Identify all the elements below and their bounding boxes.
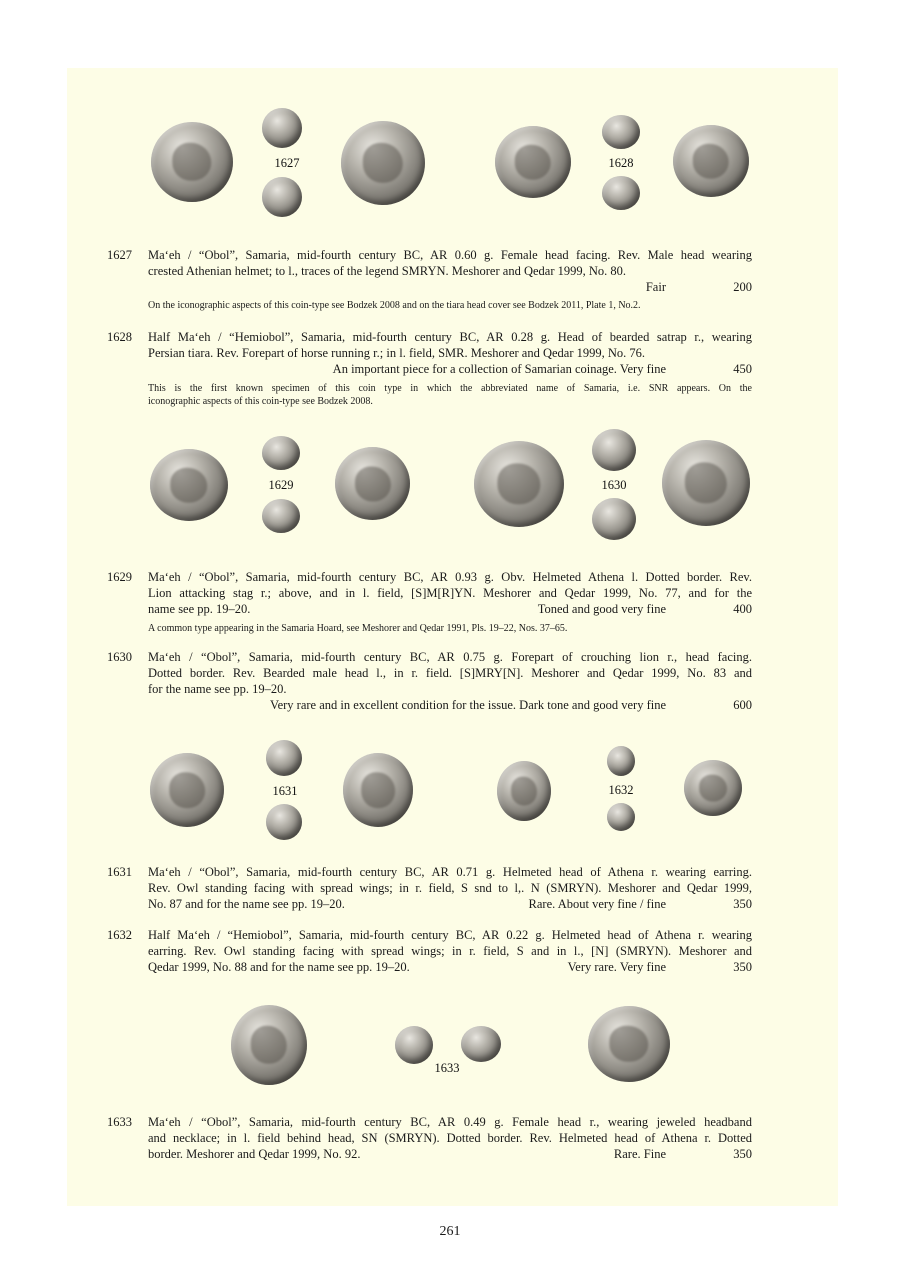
coin-1631-obverse-actual-size <box>266 740 302 776</box>
lot-estimate: 200 <box>733 280 752 294</box>
coin-1631-reverse-actual-size <box>266 804 302 840</box>
lot-description-line: for the name see pp. 19–20. <box>148 682 287 696</box>
coin-1627-obverse-actual-size <box>262 108 302 148</box>
coin-1627-obverse <box>151 122 233 202</box>
lot-grade: Very rare and in excellent condition for the issue. Dark tone and good very fine <box>269 698 666 712</box>
plate-label-1628: 1628 <box>608 156 634 170</box>
lot-description-line: crested Athenian helmet; to l., traces of the legend SMRYN. Meshorer and Qedar 1999, No. 80. <box>148 264 627 278</box>
lot-1630 <box>107 649 752 713</box>
lot-grade: Rare. About very fine / fine <box>528 897 666 911</box>
coin-1630-obverse-actual-size <box>592 429 636 471</box>
lot-grade: An important piece for a collection of Samarian coinage. Very fine <box>332 362 666 376</box>
lot-description-line: Ma‘eh / “Obol”, Samaria, mid-fourth century BC, AR 0.75 g. Forepart of crouching lion r., head facing. <box>148 650 752 664</box>
lot-description-line: Persian tiara. Rev. Forepart of horse running r.; in l. field, SMR. Meshorer and Qedar 1999, No. 76. <box>148 346 646 360</box>
coin-1633-reverse <box>588 1006 670 1082</box>
page-number: 261 <box>439 1224 461 1239</box>
lot-description-line: earring. Rev. Owl standing facing with spread wings; in r. field, S and in l., [N] (SMRYN). Meshorer and <box>148 944 752 958</box>
coin-1628-obverse-actual-size <box>602 115 640 149</box>
plate-label-1633: 1633 <box>434 1061 460 1075</box>
coin-1629-reverse <box>335 447 410 520</box>
lot-grade: Very rare. Very fine <box>567 960 666 974</box>
coin-1628-reverse-actual-size <box>602 176 640 210</box>
lot-estimate: 450 <box>733 362 752 376</box>
lot-description-line: No. 87 and for the name see pp. 19–20. <box>148 897 345 911</box>
lot-1631 <box>107 864 752 912</box>
lot-1629 <box>107 569 752 617</box>
lot-description-line: Half Ma‘eh / “Hemiobol”, Samaria, mid-fourth century BC, AR 0.22 g. Helmeted head of Athena r. wearing <box>148 928 752 942</box>
lot-description-line: Ma‘eh / “Obol”, Samaria, mid-fourth century BC, AR 0.93 g. Obv. Helmeted Athena l. Dotted border. Rev. <box>148 570 752 584</box>
lot-estimate: 600 <box>733 698 752 712</box>
lot-number: 1629 <box>107 570 132 584</box>
coin-1630-reverse-actual-size <box>592 498 636 540</box>
coin-1629-reverse-actual-size <box>262 499 300 533</box>
lot-description-line: Ma‘eh / “Obol”, Samaria, mid-fourth century BC, AR 0.49 g. Female head r., wearing jeweled headband <box>148 1115 752 1129</box>
lot-number: 1627 <box>107 248 132 262</box>
lot-estimate: 350 <box>733 1147 752 1161</box>
lot-1629-note: A common type appearing in the Samaria Hoard, see Meshorer and Qedar 1991, Pls. 19–22, Nos. 37–65. <box>148 623 568 634</box>
coin-1629-obverse-actual-size <box>262 436 300 470</box>
lot-description-line: and necklace; in l. field behind head, SN (SMRYN). Dotted border. Rev. Helmeted head of Athena r. Dotted <box>148 1131 752 1145</box>
plate-label-1632: 1632 <box>608 783 634 797</box>
lot-1632 <box>107 927 752 975</box>
coin-1631-obverse <box>150 753 224 827</box>
lot-1628-note: This is the first known specimen of this coin type in which the abbreviated name of Samaria, i.e. SNR appears. On the iconographic aspects of this coin-type see Bodzek 2008. <box>148 383 752 407</box>
plate-label-1630: 1630 <box>601 478 627 492</box>
coin-1629-obverse <box>150 449 228 521</box>
lot-description-line: Ma‘eh / “Obol”, Samaria, mid-fourth century BC, AR 0.71 g. Helmeted head of Athena r. wearing earring. <box>148 865 752 879</box>
coin-1630-obverse <box>474 441 564 527</box>
lot-description-line: name see pp. 19–20. <box>148 602 251 616</box>
plate-label-1629: 1629 <box>268 478 294 492</box>
coin-1632-reverse <box>684 760 742 816</box>
lot-description-line: Qedar 1999, No. 88 and for the name see pp. 19–20. <box>148 960 410 974</box>
lot-1627-note: On the iconographic aspects of this coin-type see Bodzek 2008 and on the tiara head cover see Bodzek 2011, Plate 1, No.2. <box>148 300 641 311</box>
coin-1633-reverse-actual-size <box>461 1026 501 1062</box>
coin-1627-reverse <box>341 121 425 205</box>
coin-1632-reverse-actual-size <box>607 803 635 831</box>
plate-label-1627: 1627 <box>274 156 300 170</box>
lot-estimate: 350 <box>733 897 752 911</box>
lot-number: 1632 <box>107 928 132 942</box>
lot-grade: Fair <box>645 280 666 294</box>
coin-1630-reverse <box>662 440 750 526</box>
lot-description-line: Lion attacking stag r.; above, and in l. field, [S]M[R]YN. Meshorer and Qedar 1999, No. 77, and for the <box>148 586 752 600</box>
lot-number: 1630 <box>107 650 132 664</box>
coin-1627-reverse-actual-size <box>262 177 302 217</box>
coin-1631-reverse <box>343 753 413 827</box>
lot-grade: Rare. Fine <box>613 1147 666 1161</box>
lot-description-line: border. Meshorer and Qedar 1999, No. 92. <box>148 1147 361 1161</box>
lot-estimate: 400 <box>733 602 752 616</box>
coin-1632-obverse <box>497 761 551 821</box>
lot-1633 <box>107 1114 752 1162</box>
catalogue-panel <box>67 68 838 1206</box>
lot-description-line: Half Ma‘eh / “Hemiobol”, Samaria, mid-fourth century BC, AR 0.28 g. Head of bearded satrap r., wearing <box>148 330 752 344</box>
plate-label-1631: 1631 <box>272 784 298 798</box>
lot-description-line: Rev. Owl standing facing with spread wings; in r. field, S snd to l,. N (SMRYN). Meshorer and Qedar 1999, <box>148 881 752 895</box>
lot-number: 1628 <box>107 330 132 344</box>
coin-1633-obverse-actual-size <box>395 1026 433 1064</box>
coin-1632-obverse-actual-size <box>607 746 635 776</box>
lot-1628 <box>107 329 752 377</box>
lot-grade: Toned and good very fine <box>537 602 666 616</box>
coin-1628-reverse <box>673 125 749 197</box>
lot-description-line: Ma‘eh / “Obol”, Samaria, mid-fourth century BC, AR 0.60 g. Female head facing. Rev. Male head wearing <box>148 248 752 262</box>
lot-estimate: 350 <box>733 960 752 974</box>
lot-number: 1633 <box>107 1115 132 1129</box>
lot-1627 <box>107 247 752 295</box>
coin-1628-obverse <box>495 126 571 198</box>
lot-description-line: Dotted border. Rev. Bearded male head l., in r. field. [S]MRY[N]. Meshorer and Qedar 1999, No. 83 and <box>148 666 752 680</box>
lot-number: 1631 <box>107 865 132 879</box>
coin-1633-obverse <box>231 1005 307 1085</box>
